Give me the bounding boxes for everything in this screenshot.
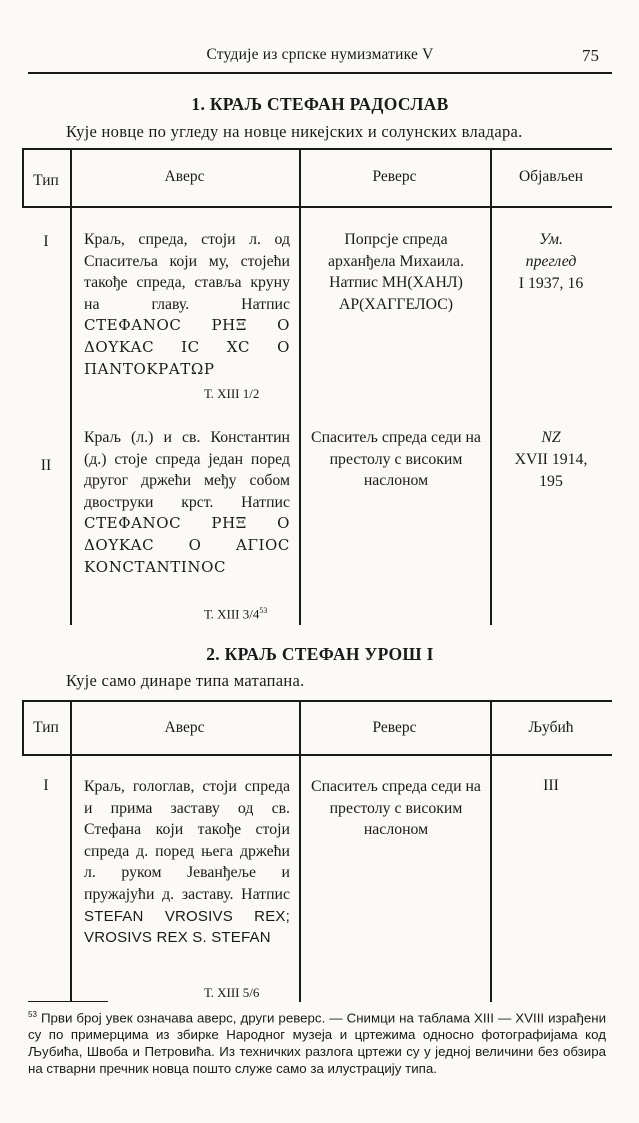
row-type: I (43, 233, 49, 250)
avers-inscription: СТЕΦΑΝΟϹ ΡΗΞ Ο ΔΟΥΚΑϹ Ο ΑΓΙΟϹ ΚΟΝϹΤΑΝΤΙΝΟϹ (84, 514, 290, 576)
revers-description: Попрсје спреда арханђела Михаила. Натпис МН(ХАНЛ) АР(ХАГГЕЛОС) (327, 231, 465, 313)
col-header-avers: Аверс (164, 168, 205, 185)
revers-description: Спаситељ спреда седи на престолу с високим наслоном (311, 778, 481, 839)
table-top-rule (22, 700, 612, 702)
avers-description (84, 229, 290, 380)
col-divider (299, 148, 301, 625)
table-coins-radoslav (22, 148, 612, 625)
col-header-revers: Реверс (372, 719, 417, 736)
col-divider (70, 148, 72, 625)
section-title-1: 1. КРАЉ СТЕФАН РАДОСЛАВ (191, 94, 449, 114)
avers-text: Краљ (л.) и св. Константин (д.) стоје спреда један поред другог држећи међу собом двоструки крст. Натпис (84, 429, 290, 511)
avers-description (84, 776, 290, 949)
footnote-text: Први број увек означава аверс, други реверс. — Снимци на таблама XIII — XVIII израђени су по примерцима из збирке Народног музеја и цртежима односно фотографијама код Љубића, Швоба и Петровића. Из техничких разлога цртежи су у једној величини без обзира на стварни пречник новца пошто служе само за илустрацију типа. (28, 1010, 607, 1077)
page-number: 75 (582, 46, 599, 65)
col-header-published: Објављен (518, 168, 584, 185)
plate-reference: Т. XIII $3/4^{53}$ (204, 606, 268, 622)
footnote-rule (28, 1001, 108, 1002)
avers-inscription: СТЕФΑΝΟϹ ΡΗΞ Ο ΔΟΥΚΑϹ ΙϹ ΧϹ Ο ΠΑΝΤΟΚΡΑΤΩΡ (84, 316, 290, 378)
col-header-type: Тип (33, 172, 59, 189)
table-coins-uros (22, 700, 612, 1002)
plate-reference: Т. XIII 1/2 (204, 386, 260, 401)
footnote (28, 1006, 606, 1077)
col-divider (70, 700, 72, 1002)
published-line1: NZ (541, 429, 561, 446)
col-divider (299, 700, 301, 1002)
table-top-rule (22, 148, 612, 150)
footnote-marker: 53 (28, 1010, 37, 1019)
published-line1: Ум. (539, 231, 563, 248)
ljubic-reference: III (543, 777, 559, 794)
row-type: I (43, 777, 49, 794)
published-line2: XVII 1914, (514, 451, 588, 468)
published-line2: преглед (525, 253, 577, 270)
col-header-avers: Аверс (164, 719, 205, 736)
table-header-rule (22, 754, 612, 756)
section-intro-2: Кује само динаре типа матапана. (66, 671, 305, 690)
avers-text: Краљ, гологлав, стоји спреда и прима заставу од св. Стефана који такође стоји спреда д. поред њега држећи л. руком Јеванђеље и пружајући д. заставу. Натпис (84, 778, 290, 903)
footnote-ref: 53 (259, 606, 268, 615)
revers-description: Спаситељ спреда седи на престолу с високим наслоном (311, 429, 481, 490)
col-header-revers: Реверс (372, 168, 417, 185)
col-divider (490, 700, 492, 1002)
table-header-rule (22, 206, 612, 208)
published-line3: I 1937, 16 (518, 275, 584, 292)
avers-text: Краљ, спреда, стоји л. од Спаситеља који му, стојећи такође спреда, ставља круну на главу. Натпис (84, 231, 290, 313)
col-header-ljubic: Љубић (528, 719, 574, 736)
col-header-type: Тип (33, 719, 59, 736)
running-title: Студије из српске нумизматике V (206, 46, 434, 63)
avers-inscription: STEFAN VROSIVS REX; VROSIVS REX S. STEFAN (84, 907, 290, 947)
row-type: II (40, 457, 52, 474)
published-line3: 195 (539, 473, 563, 490)
col-divider (490, 148, 492, 625)
header-rule (28, 72, 612, 74)
section-intro-1: Кује новце по угледу на новце никејских и солунских владара. (66, 122, 523, 141)
plate-reference: Т. XIII 5/6 (204, 985, 260, 1000)
avers-description (84, 427, 290, 578)
section-title-2: 2. КРАЉ СТЕФАН УРОШ I (206, 644, 434, 664)
